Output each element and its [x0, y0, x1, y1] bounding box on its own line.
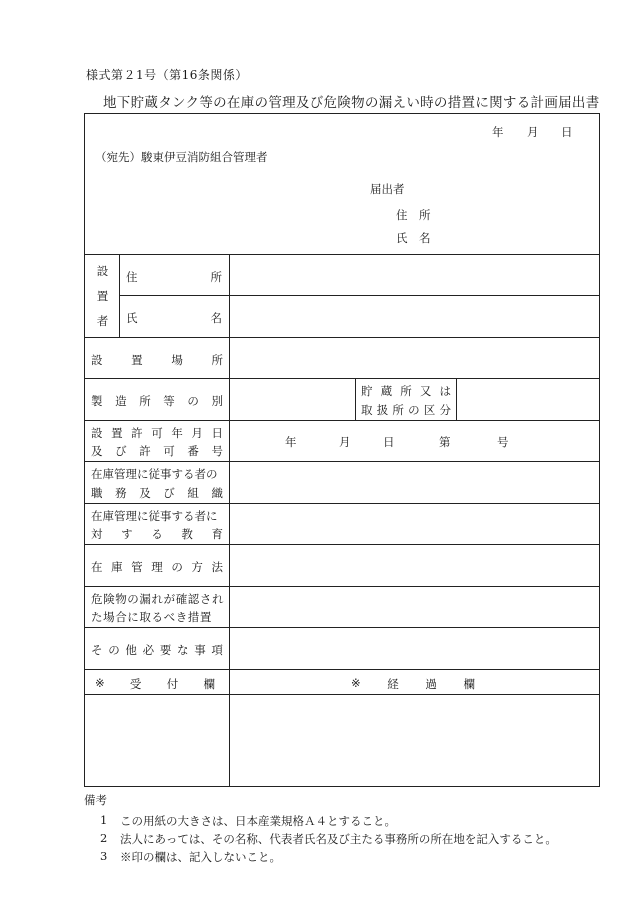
note-number-3: 3: [100, 849, 108, 863]
facility-type-label: 製 造 所 等 の 別: [91, 394, 223, 408]
addressee: （宛先）駿東伊豆消防組合管理者: [95, 150, 268, 164]
form-frame: [84, 113, 600, 787]
date-month-label: 月: [527, 125, 539, 139]
note-text-3: ※印の欄は、記入しないこと。: [120, 850, 281, 864]
date-day-label: 日: [561, 125, 573, 139]
applicant-label: 届出者: [370, 182, 405, 196]
staff-label-1: 在庫管理に従事する者の: [91, 467, 218, 481]
form-title: 地下貯蔵タンク等の在庫の管理及び危険物の漏えい時の措置に関する計画届出書: [103, 95, 600, 111]
leak-label-2: た場合に取るべき措置: [91, 610, 212, 624]
form-number: 様式第２1号（第16条関係）: [86, 68, 248, 82]
applicant-address-label: 住 所: [396, 208, 431, 222]
permit-year-label: 年: [285, 435, 297, 449]
progress-label: ※ 経 過 欄: [351, 676, 475, 691]
note-text-1: この用紙の大きさは、日本産業規格Ａ４とすること。: [120, 814, 396, 828]
staff-label-2: 職 務 及 び 組 織: [91, 486, 223, 500]
installer-address-label: 住 所: [126, 270, 222, 284]
notes-heading: 備考: [84, 793, 107, 807]
applicant-name-label: 氏 名: [396, 231, 431, 245]
permit-month-label: 月: [339, 435, 351, 449]
storage-class-label-2: 取 扱 所 の 区 分: [361, 403, 451, 417]
note-text-2: 法人にあっては、その名称、代表者氏名及び主たる事務所の所在地を記入すること。: [120, 832, 557, 846]
installer-group-label: 設置者: [96, 264, 109, 328]
installer-name-label: 氏 名: [126, 311, 222, 325]
other-label: そ の 他 必 要 な 事 項: [91, 643, 223, 657]
leak-label-1: 危険物の漏れが確認され: [91, 592, 225, 606]
note-number-1: 1: [100, 813, 108, 827]
note-number-2: 2: [100, 831, 108, 845]
permit-number-suffix: 号: [497, 435, 509, 449]
date-year-label: 年: [492, 125, 504, 139]
storage-class-label-1: 貯 蔵 所 又 は: [361, 384, 451, 398]
permit-number-label: 第: [439, 435, 451, 449]
permit-label-1: 設 置 許 可 年 月 日: [91, 426, 223, 440]
permit-day-label: 日: [383, 435, 395, 449]
permit-label-2: 及 び 許 可 番 号: [91, 444, 223, 458]
reception-label: ※ 受 付 欄: [95, 676, 215, 691]
education-label-2: 対 す る 教 育: [91, 527, 223, 541]
location-label: 設 置 場 所: [91, 353, 223, 367]
education-label-1: 在庫管理に従事する者に: [91, 509, 218, 523]
method-label: 在 庫 管 理 の 方 法: [91, 560, 223, 574]
